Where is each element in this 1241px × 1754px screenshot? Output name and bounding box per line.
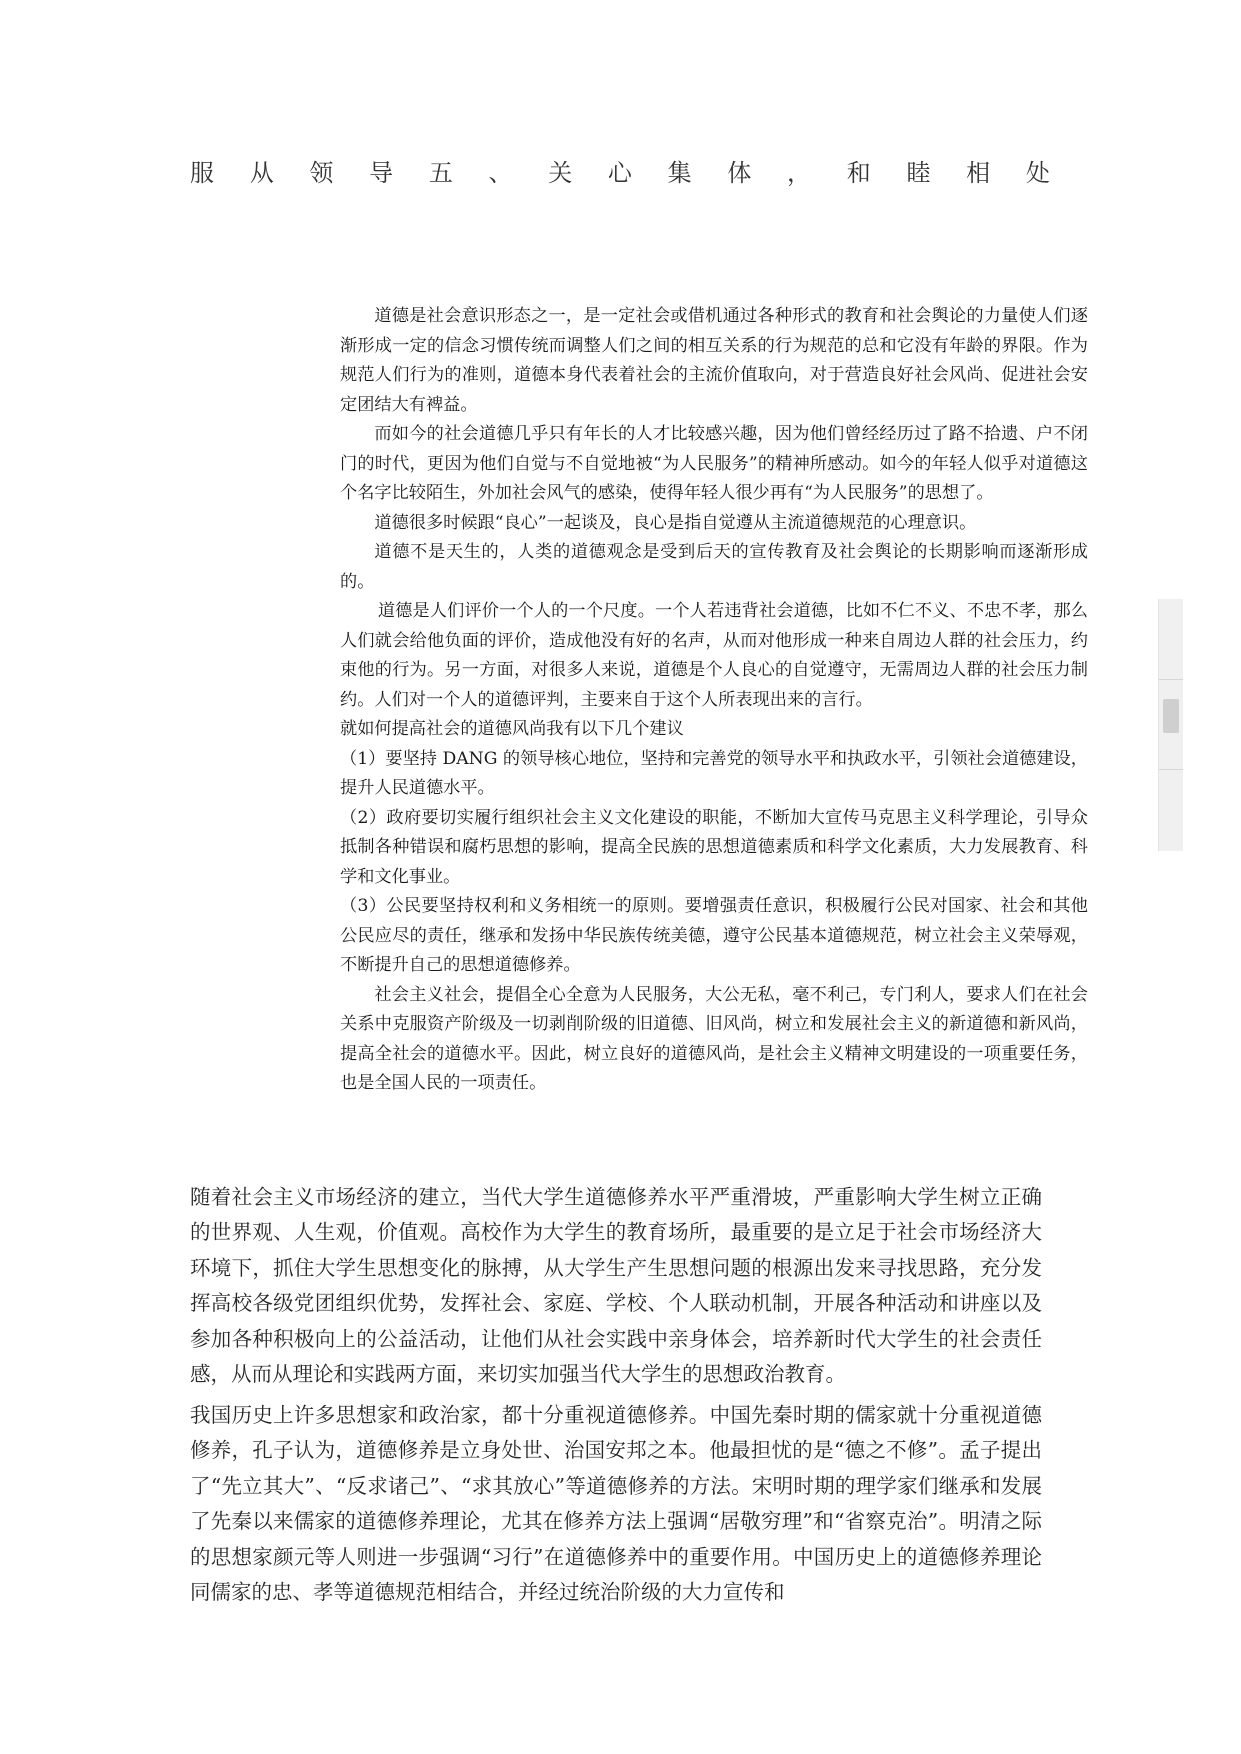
body-section: [190, 1180, 1042, 1392]
embedded-text-image: [340, 302, 1088, 1099]
heading-char: 、: [488, 158, 513, 187]
scrollbar-thumb[interactable]: [1163, 699, 1179, 733]
heading-char: 和: [846, 158, 871, 187]
body-section: [190, 1398, 1042, 1610]
heading-char: ，: [787, 158, 812, 187]
heading-char: 睦: [906, 158, 931, 187]
embedded-paragraph: 就如何提高社会的道德风尚我有以下几个建议: [340, 719, 684, 739]
scrollbar-divider: [1159, 679, 1183, 680]
document-heading: [190, 150, 1050, 190]
embedded-paragraph: 而如今的社会道德几乎只有年长的人才比较感兴趣，因为他们曾经经历过了路不拾遗、户不闭门的时代，更因为他们自觉与不自觉地被“为人民服务”的精神所感动。如今的年轻人似乎对道德这个名字比较陌生，外加社会风气的感染，使得年轻人很少再有“为人民服务”的思想了。: [340, 424, 1088, 503]
body-paragraph: 我国历史上许多思想家和政治家，都十分重视道德修养。中国先秦时期的儒家就十分重视道德修养，孔子认为，道德修养是立身处世、治国安邦之本。他最担忧的是“德之不修”。孟子提出了“先立其大”、“反求诸己”、“求其放心”等道德修养的方法。宋明时期的理学家们继承和发展了先秦以来儒家的道德修养理论，尤其在修养方法上强调“居敬穷理”和“省察克治”。明清之际的思想家颜元等人则进一步强调“习行”在道德修养中的重要作用。中国历史上的道德修养理论同儒家的忠、孝等道德规范相结合，并经过统治阶级的大力宣传和: [190, 1403, 1042, 1605]
body-paragraph: 随着社会主义市场经济的建立，当代大学生道德修养水平严重滑坡，严重影响大学生树立正确的世界观、人生观，价值观。高校作为大学生的教育场所，最重要的是立足于社会市场经济大环境下，抓住大学生思想变化的脉搏，从大学生产生思想问题的根源出发来寻找思路，充分发挥高校各级党团组织优势，发挥社会、家庭、学校、个人联动机制，开展各种活动和讲座以及参加各种积极向上的公益活动，让他们从社会实践中亲身体会，培养新时代大学生的社会责任感，从而从理论和实践两方面，来切实加强当代大学生的思想政治教育。: [190, 1185, 1042, 1387]
heading-char: 从: [249, 158, 274, 187]
heading-char: 服: [190, 158, 214, 187]
embedded-list-item: （1）要坚持 DANG 的领导核心地位，坚持和完善党的领导水平和执政水平，引领社会道德建设，提升人民道德水平。: [340, 748, 1088, 798]
embedded-paragraph: 道德是人们评价一个人的一个尺度。一个人若违背社会道德，比如不仁不义、不忠不孝，那么人们就会给他负面的评价，造成他没有好的名声，从而对他形成一种来自周边人群的社会压力，约束他的行为。另一方面，对很多人来说，道德是个人良心的自觉遵守，无需周边人群的社会压力制约。人们对一个人的道德评判，主要来自于这个人所表现出来的言行。: [340, 601, 1088, 710]
heading-char: 集: [667, 158, 692, 187]
scrollbar-divider: [1159, 769, 1183, 770]
heading-char: 处: [1025, 158, 1050, 187]
embedded-list-item: （3）公民要坚持权利和义务相统一的原则。要增强责任意识，积极履行公民对国家、社会和其他公民应尽的责任，继承和发扬中华民族传统美德，遵守公民基本道德规范，树立社会主义荣辱观，不断提升自己的思想道德修养。: [340, 896, 1088, 975]
heading-char: 导: [369, 158, 394, 187]
embedded-paragraph: 道德不是天生的，人类的道德观念是受到后天的宣传教育及社会舆论的长期影响而逐渐形成的。: [340, 542, 1088, 592]
heading-char: 五: [428, 158, 453, 187]
heading-char: 关: [548, 158, 573, 187]
heading-char: 领: [309, 158, 334, 187]
embedded-paragraph: 道德很多时候跟“良心”一起谈及，良心是指自觉遵从主流道德规范的心理意识。: [374, 512, 977, 533]
embedded-paragraph: 社会主义社会，提倡全心全意为人民服务，大公无私，毫不利己，专门利人，要求人们在社会关系中克服资产阶级及一切剥削阶级的旧道德、旧风尚，树立和发展社会主义的新道德和新风尚，提高全社会的道德水平。因此，树立良好的道德风尚，是社会主义精神文明建设的一项重要任务，也是全国人民的一项责任。: [340, 984, 1088, 1093]
heading-char: 相: [966, 158, 991, 187]
scrollbar[interactable]: [1158, 599, 1183, 851]
embedded-list-item: （2）政府要切实履行组织社会主义文化建设的职能，不断加大宣传马克思主义科学理论，引导众抵制各种错误和腐朽思想的影响，提高全民族的思想道德素质和科学文化素质，大力发展教育、科学和文化事业。: [340, 807, 1088, 887]
heading-char: 体: [727, 158, 752, 187]
heading-char: 心: [607, 158, 632, 187]
embedded-paragraph: 道德是社会意识形态之一，是一定社会或借机通过各种形式的教育和社会舆论的力量使人们逐渐形成一定的信念习惯传统而调整人们之间的相互关系的行为规范的总和它没有年龄的界限。作为规范人们行为的准则，道德本身代表着社会的主流价值取向，对于营造良好社会风尚、促进社会安定团结大有裨益。: [340, 306, 1088, 415]
